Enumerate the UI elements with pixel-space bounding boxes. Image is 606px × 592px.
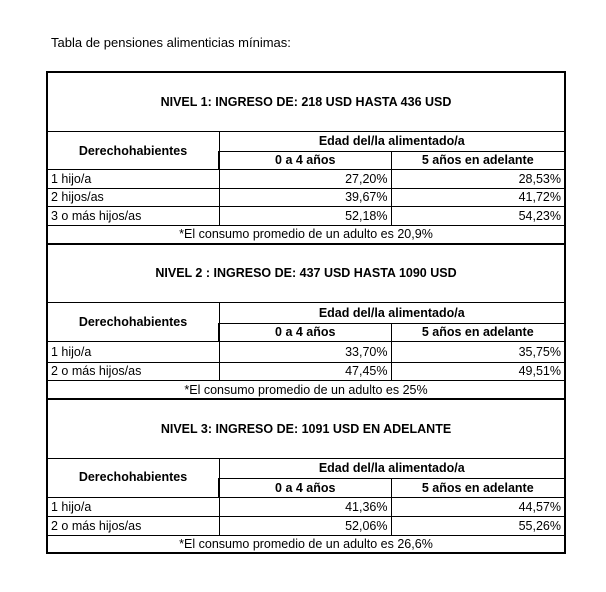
level-2-note: *El consumo promedio de un adulto es 25% [47, 381, 565, 400]
level-1-note: *El consumo promedio de un adulto es 20,9% [47, 225, 565, 244]
edad-header: Edad del/la alimentado/a [219, 458, 565, 479]
table-row [47, 342, 565, 363]
row-label: 2 o más hijos/as [47, 517, 219, 536]
level-3-title: NIVEL 3: INGRESO DE: 1091 USD EN ADELANTE [47, 399, 565, 458]
level-3-note: *El consumo promedio de un adulto es 26,6% [47, 535, 565, 553]
value-age-0-4: 27,20% [219, 170, 391, 189]
age-0-4-header: 0 a 4 años [219, 479, 391, 498]
table-row [47, 362, 565, 381]
row-label: 2 hijos/as [47, 188, 219, 207]
pension-table [46, 71, 566, 554]
value-age-5-plus: 44,57% [391, 497, 565, 517]
value-age-0-4: 52,18% [219, 207, 391, 226]
age-0-4-header: 0 a 4 años [219, 323, 391, 342]
table-row [47, 517, 565, 536]
value-age-5-plus: 54,23% [391, 207, 565, 226]
row-label: 3 o más hijos/as [47, 207, 219, 226]
derechohabientes-header: Derechohabientes [47, 458, 219, 497]
value-age-5-plus: 49,51% [391, 362, 565, 381]
table-row [47, 170, 565, 189]
row-label: 1 hijo/a [47, 342, 219, 363]
age-0-4-header: 0 a 4 años [219, 151, 391, 170]
value-age-5-plus: 41,72% [391, 188, 565, 207]
age-5-plus-header: 5 años en adelante [391, 323, 565, 342]
value-age-5-plus: 35,75% [391, 342, 565, 363]
value-age-0-4: 47,45% [219, 362, 391, 381]
table-row [47, 497, 565, 517]
row-label: 1 hijo/a [47, 170, 219, 189]
value-age-5-plus: 55,26% [391, 517, 565, 536]
edad-header: Edad del/la alimentado/a [219, 132, 565, 152]
level-2-title: NIVEL 2 : INGRESO DE: 437 USD HASTA 1090 USD [47, 244, 565, 303]
level-1-title: NIVEL 1: INGRESO DE: 218 USD HASTA 436 USD [47, 72, 565, 132]
value-age-5-plus: 28,53% [391, 170, 565, 189]
table-row [47, 207, 565, 226]
derechohabientes-header: Derechohabientes [47, 303, 219, 342]
table-caption: Tabla de pensiones alimenticias mínimas: [51, 35, 291, 50]
value-age-0-4: 33,70% [219, 342, 391, 363]
derechohabientes-header: Derechohabientes [47, 132, 219, 170]
age-5-plus-header: 5 años en adelante [391, 479, 565, 498]
table-row [47, 188, 565, 207]
value-age-0-4: 41,36% [219, 497, 391, 517]
edad-header: Edad del/la alimentado/a [219, 303, 565, 324]
row-label: 1 hijo/a [47, 497, 219, 517]
value-age-0-4: 39,67% [219, 188, 391, 207]
value-age-0-4: 52,06% [219, 517, 391, 536]
age-5-plus-header: 5 años en adelante [391, 151, 565, 170]
row-label: 2 o más hijos/as [47, 362, 219, 381]
